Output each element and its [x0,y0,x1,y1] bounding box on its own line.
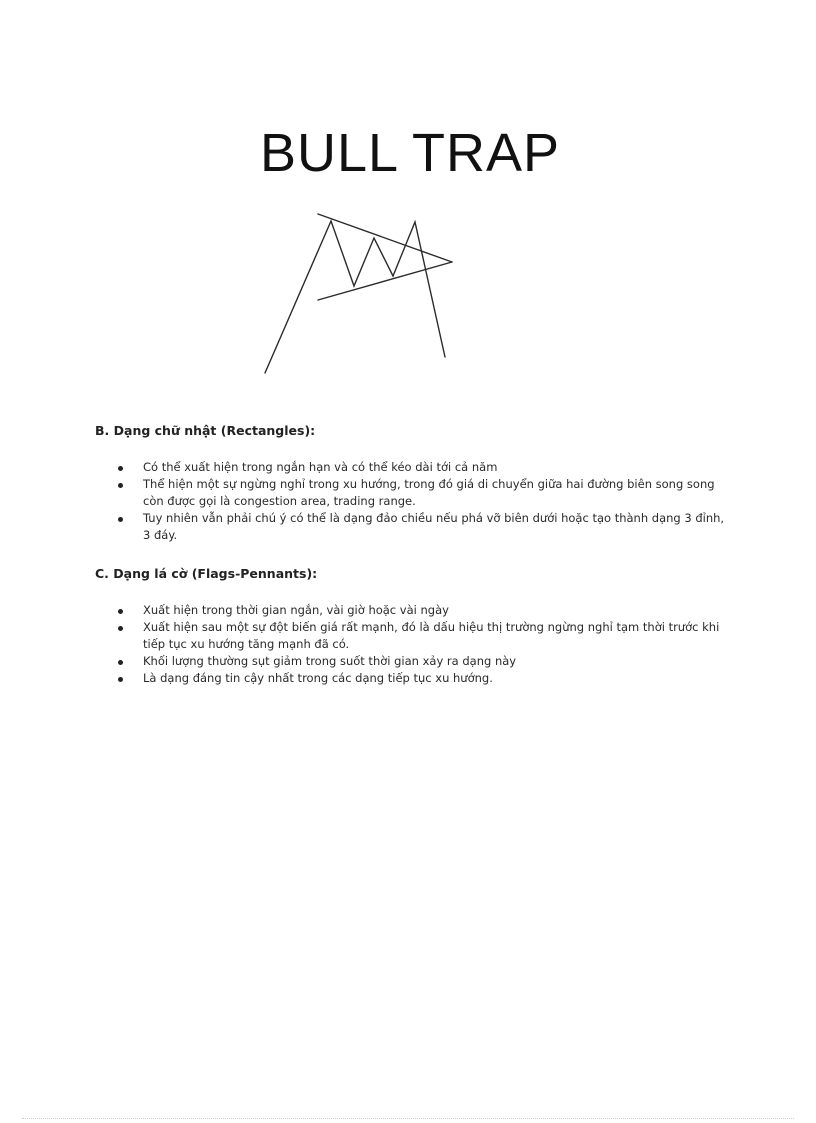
bullet-icon [118,466,123,471]
bullet-list-rectangles [95,459,735,544]
list-item-text: Có thể xuất hiện trong ngắn hạn và có thể kéo dài tới cả năm [143,460,498,474]
list-item [95,619,735,653]
list-item-text: Thể hiện một sự ngừng nghỉ trong xu hướng, trong đó giá di chuyển giữa hai đường biên song song còn được gọi là congestion area, trading range. [143,477,715,508]
bullet-icon [118,483,123,488]
bullet-list-flags [95,602,735,687]
bullet-icon [118,517,123,522]
list-item [95,653,735,670]
section-rectangles [95,423,735,544]
figure-title [0,120,816,186]
list-item-text: Xuất hiện trong thời gian ngắn, vài giờ hoặc vài ngày [143,603,449,617]
bull-trap-diagram [255,205,465,380]
lower-trendline [318,262,452,300]
upper-trendline [318,214,452,262]
bullet-icon [118,626,123,631]
list-item-text: Tuy nhiên vẫn phải chú ý có thể là dạng đảo chiều nếu phá vỡ biên dưới hoặc tạo thành dạng 3 đỉnh, 3 đáy. [143,511,725,542]
list-item [95,602,735,619]
list-item-text: Xuất hiện sau một sự đột biến giá rất mạnh, đó là dấu hiệu thị trường ngừng nghỉ tạm thời trước khi tiếp tục xu hướng tăng mạnh đã có. [143,620,720,651]
bullet-icon [118,609,123,614]
list-item [95,510,735,544]
list-item-text: Khối lượng thường sụt giảm trong suốt thời gian xảy ra dạng này [143,654,517,668]
section-flags-pennants [95,566,735,687]
section-heading-rectangles: B. Dạng chữ nhật (Rectangles): [95,423,316,438]
section-heading-flags: C. Dạng lá cờ (Flags-Pennants): [95,566,318,581]
list-item [95,670,735,687]
bullet-icon [118,660,123,665]
list-item [95,476,735,510]
list-item-text: Là dạng đáng tin cậy nhất trong các dạng tiếp tục xu hướng. [143,671,493,685]
page-footer-divider [22,1118,794,1119]
list-item [95,459,735,476]
price-path [265,221,445,373]
bullet-icon [118,677,123,682]
figure-title-text: BULL TRAP [259,123,561,183]
